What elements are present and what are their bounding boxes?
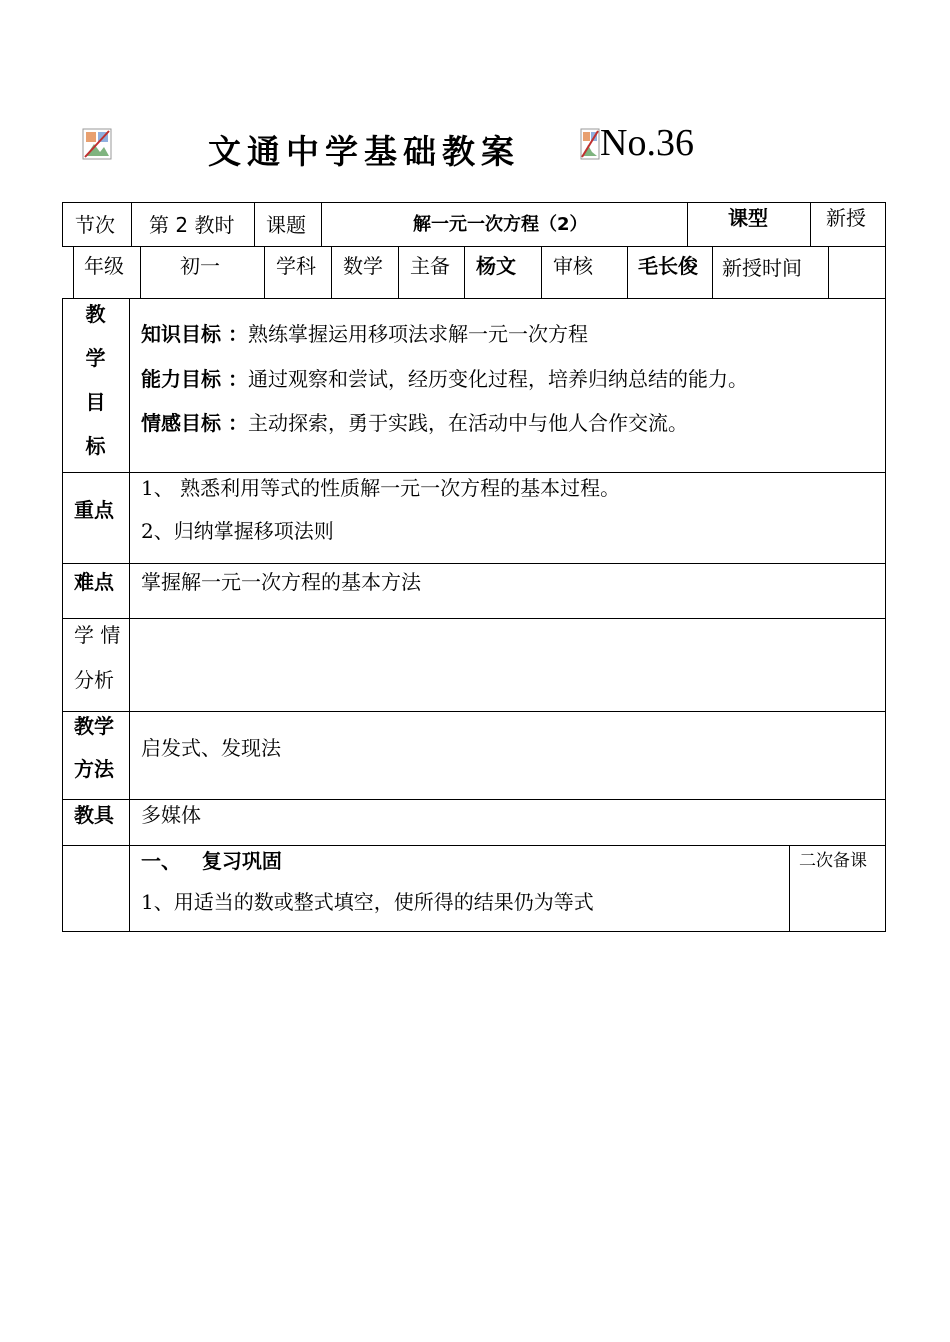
time-label: 新授时间 — [722, 256, 802, 280]
section-label: 节次 — [75, 213, 115, 237]
method-text: 启发式、发现法 — [141, 736, 281, 760]
goal-ability: 能力目标 ：通过观察和尝试，经历变化过程，培养归纳总结的能力。 — [141, 367, 748, 391]
key-point-2: 2、归纳掌握移项法则 — [141, 519, 334, 543]
lead-value: 杨文 — [476, 254, 516, 278]
lead-label: 主备 — [410, 254, 450, 278]
topic-label: 课题 — [266, 213, 306, 237]
subject-value: 数学 — [343, 254, 383, 278]
analysis-label-2: 分析 — [74, 668, 114, 692]
type-value: 新授 — [826, 206, 866, 230]
section-value: 第 2 教时 — [149, 213, 235, 237]
page-title: 文通中学基础教案 — [208, 132, 520, 171]
type-label: 课型 — [728, 206, 768, 230]
analysis-label-1: 学 情 — [74, 623, 121, 647]
grade-label: 年级 — [84, 254, 124, 278]
method-label-2: 方法 — [74, 757, 114, 781]
secondary-prep-label: 二次备课 — [799, 851, 867, 871]
document-number: No.36 — [600, 122, 694, 164]
tools-text: 多媒体 — [141, 803, 201, 827]
tools-label: 教具 — [74, 803, 114, 827]
key-points-label: 重点 — [74, 498, 114, 522]
method-label-1: 教学 — [74, 714, 114, 738]
picture-placeholder-icon — [82, 128, 112, 160]
key-point-1: 1、 熟悉利用等式的性质解一元一次方程的基本过程。 — [141, 476, 621, 500]
goals-label: 教 学 目 标 — [85, 302, 106, 458]
difficulty-label: 难点 — [74, 570, 114, 594]
subject-label: 学科 — [276, 254, 316, 278]
picture-placeholder-icon — [580, 128, 600, 160]
grade-value: 初一 — [180, 254, 220, 278]
difficulty-text: 掌握解一元一次方程的基本方法 — [141, 570, 421, 594]
review-label: 审核 — [553, 254, 593, 278]
goal-knowledge: 知识目标 ：熟练掌握运用移项法求解一元一次方程 — [141, 322, 588, 346]
topic-value: 解一元一次方程（2） — [413, 214, 588, 235]
process-heading: 一、 复习巩固 — [141, 849, 282, 873]
goal-emotion: 情感目标 ：主动探索，勇于实践，在活动中与他人合作交流。 — [141, 411, 688, 435]
process-item-1: 1、用适当的数或整式填空，使所得的结果仍为等式 — [141, 890, 594, 914]
review-value: 毛长俊 — [638, 254, 698, 278]
